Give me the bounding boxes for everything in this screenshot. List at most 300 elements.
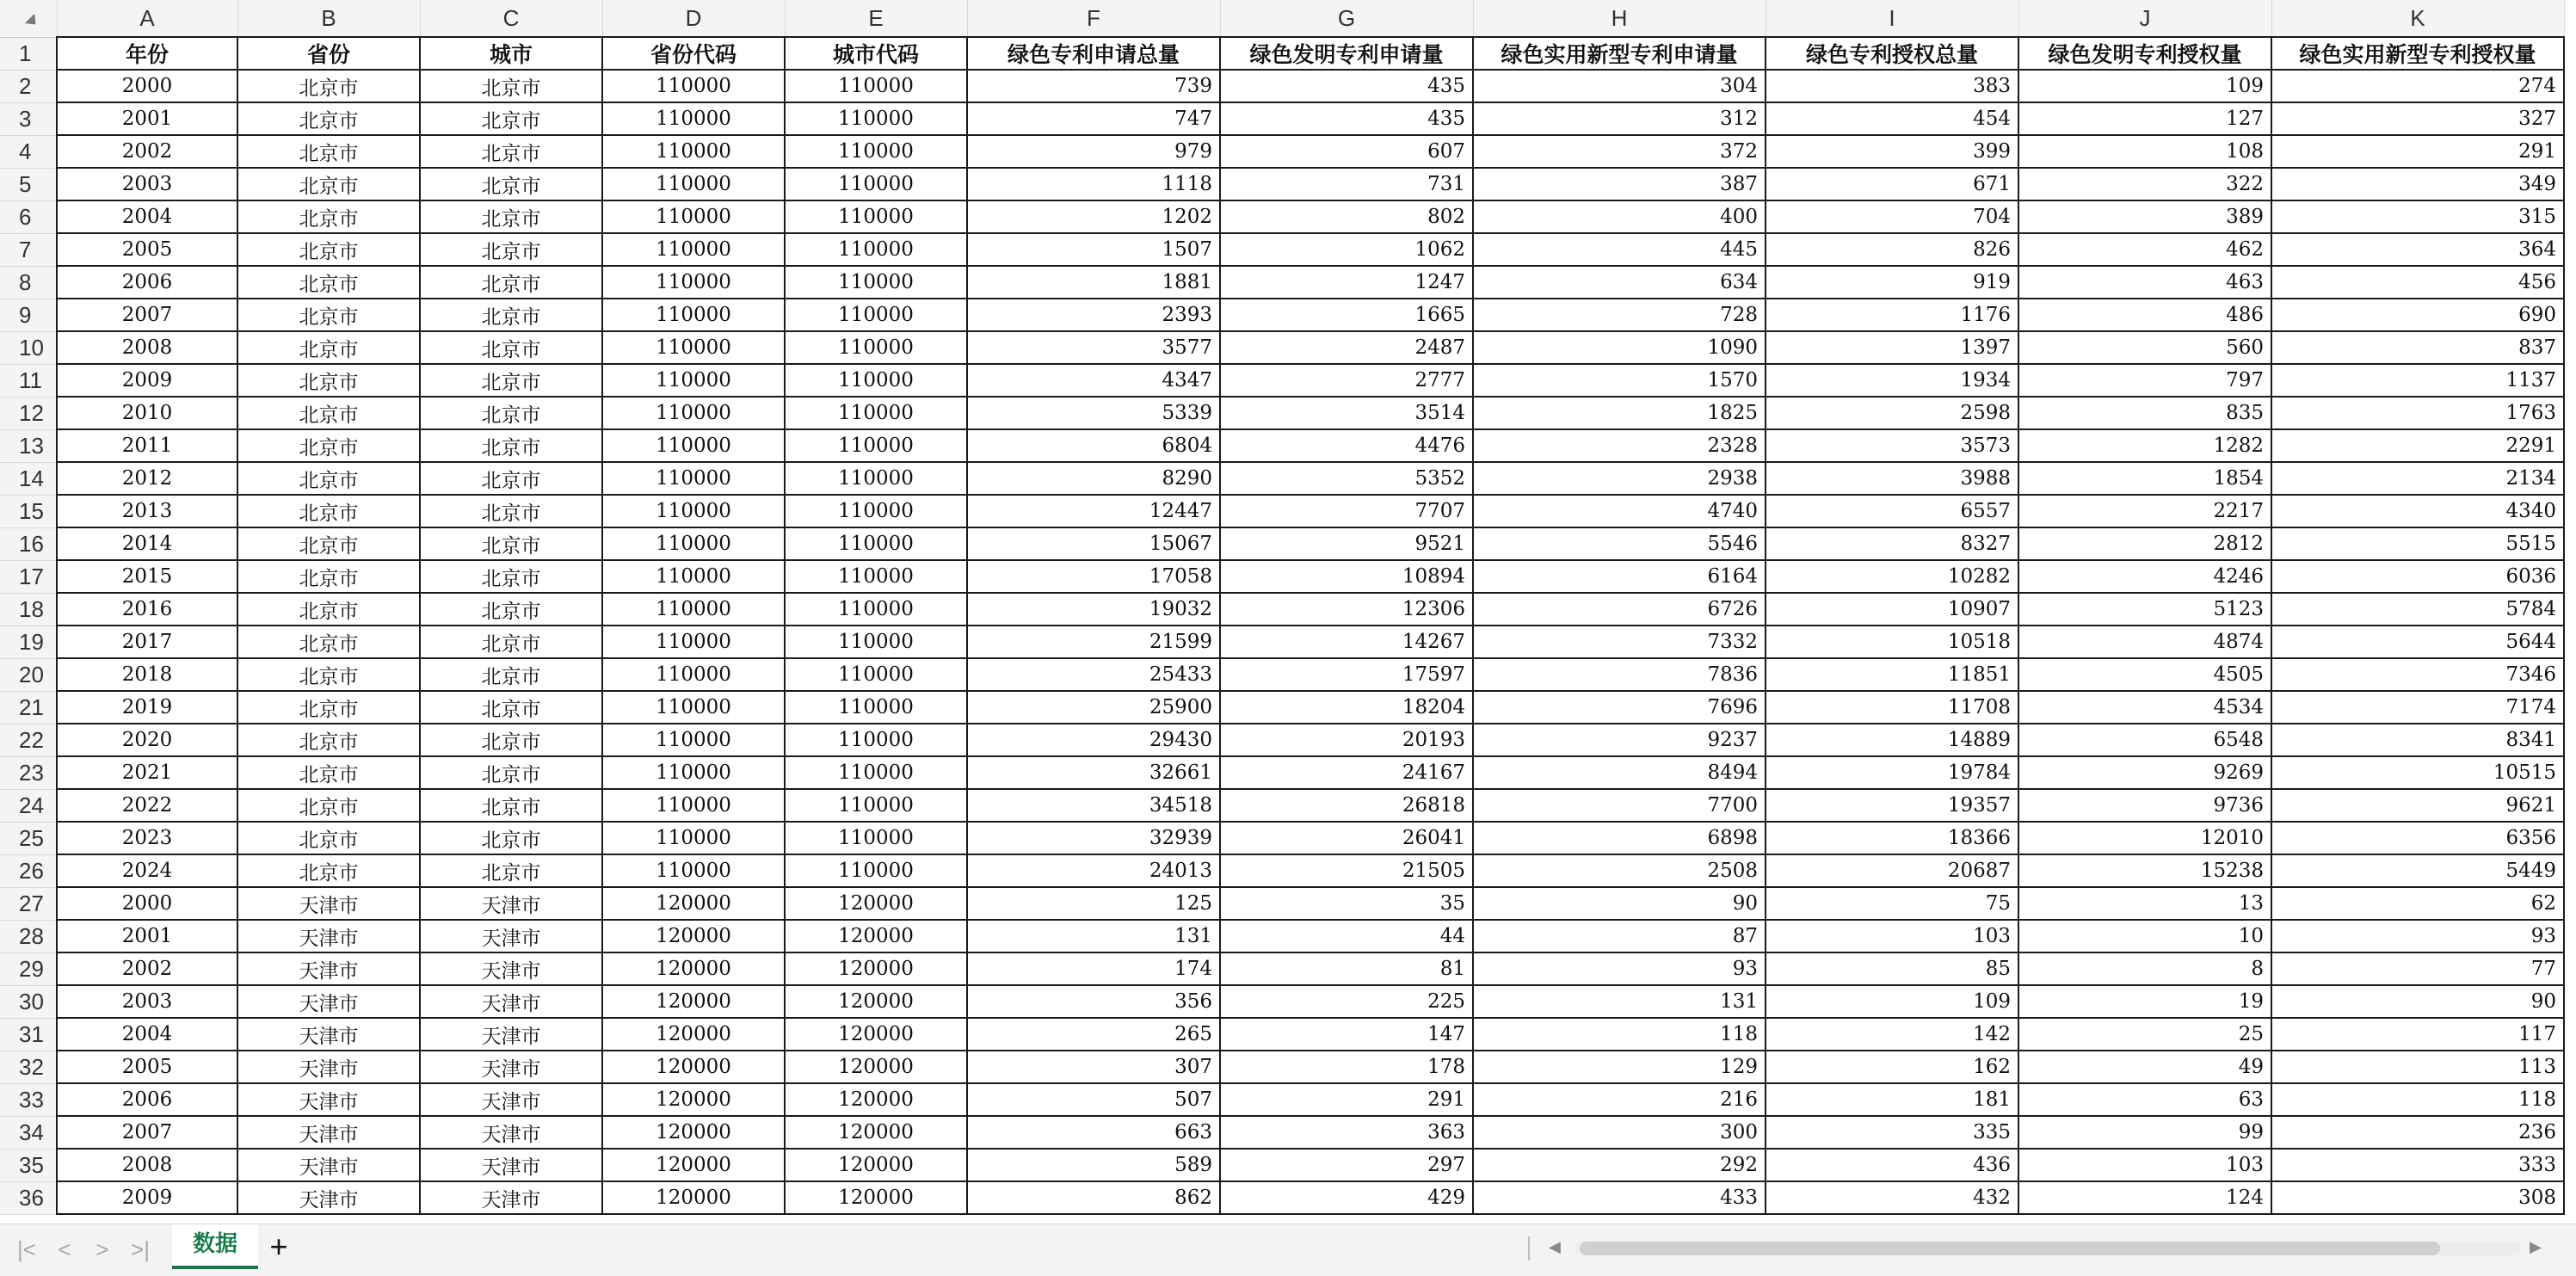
cell[interactable]: 6036 [2271,560,2564,593]
cell[interactable]: 5123 [2018,593,2271,626]
cell[interactable]: 北京市 [237,560,420,593]
cell[interactable]: 2005 [57,1051,237,1083]
cell[interactable]: 21599 [967,626,1220,658]
cell[interactable]: 120000 [602,1018,785,1051]
cell[interactable]: 110000 [602,364,785,397]
cell[interactable]: 10 [2018,920,2271,952]
row-header[interactable]: 23 [0,756,57,789]
cell[interactable]: 北京市 [420,854,602,887]
cell[interactable]: 21505 [1220,854,1473,887]
cell[interactable]: 18366 [1766,822,2018,854]
cell[interactable]: 天津市 [420,1181,602,1214]
cell[interactable]: 300 [1473,1116,1766,1149]
cell[interactable]: 2000 [57,887,237,920]
column-header-h[interactable]: H [1473,0,1766,37]
cell[interactable]: 2002 [57,135,237,168]
cell[interactable]: 29430 [967,724,1220,756]
cell[interactable]: 120000 [785,1083,967,1116]
cell[interactable]: 8494 [1473,756,1766,789]
row-header[interactable]: 22 [0,724,57,756]
cell[interactable]: 142 [1766,1018,2018,1051]
cell[interactable]: 1825 [1473,397,1766,429]
cell[interactable]: 19784 [1766,756,2018,789]
cell[interactable]: 124 [2018,1181,2271,1214]
cell[interactable]: 120000 [602,887,785,920]
cell[interactable]: 739 [967,70,1220,102]
cell[interactable]: 110000 [602,626,785,658]
cell[interactable]: 2002 [57,952,237,985]
cell[interactable]: 372 [1473,135,1766,168]
cell[interactable]: 天津市 [420,1018,602,1051]
cell[interactable]: 2022 [57,789,237,822]
row-header[interactable]: 29 [0,952,57,985]
next-sheet-icon[interactable]: > [96,1236,109,1262]
cell[interactable]: 120000 [602,1149,785,1181]
cell[interactable]: 15067 [967,527,1220,560]
row-header[interactable]: 15 [0,495,57,527]
cell[interactable]: 120000 [785,1116,967,1149]
cell[interactable]: 110000 [602,299,785,331]
cell[interactable]: 110000 [785,822,967,854]
scrollbar-divider[interactable] [1528,1236,1530,1261]
cell[interactable]: 天津市 [237,920,420,952]
cell[interactable]: 4347 [967,364,1220,397]
cell[interactable]: 北京市 [420,593,602,626]
cell[interactable]: 北京市 [420,756,602,789]
cell[interactable]: 81 [1220,952,1473,985]
cell[interactable]: 120000 [785,952,967,985]
cell[interactable]: 110000 [602,789,785,822]
horizontal-scrollbar-thumb[interactable] [1580,1242,2440,1255]
cell[interactable]: 天津市 [420,985,602,1018]
cell[interactable]: 北京市 [237,233,420,266]
cell[interactable]: 1507 [967,233,1220,266]
cell[interactable]: 1137 [2271,364,2564,397]
cell[interactable]: 87 [1473,920,1766,952]
cell[interactable]: 110000 [602,527,785,560]
cell[interactable]: 北京市 [420,266,602,299]
cell[interactable]: 9736 [2018,789,2271,822]
row-header[interactable]: 4 [0,135,57,168]
cell[interactable]: 7700 [1473,789,1766,822]
cell[interactable]: 北京市 [237,299,420,331]
cell[interactable]: 292 [1473,1149,1766,1181]
cell[interactable]: 天津市 [237,1149,420,1181]
cell[interactable]: 181 [1766,1083,2018,1116]
cell[interactable]: 2006 [57,1083,237,1116]
cell[interactable]: 天津市 [237,952,420,985]
cell[interactable]: 174 [967,952,1220,985]
cell[interactable]: 北京市 [420,168,602,200]
cell[interactable]: 5515 [2271,527,2564,560]
cell[interactable]: 90 [1473,887,1766,920]
cell[interactable]: 2006 [57,266,237,299]
cell[interactable]: 12306 [1220,593,1473,626]
cell[interactable]: 802 [1220,200,1473,233]
column-header-a[interactable]: A [57,0,237,37]
cell[interactable]: 12010 [2018,822,2271,854]
cell[interactable]: 2017 [57,626,237,658]
row-header[interactable]: 12 [0,397,57,429]
cell[interactable]: 120000 [785,920,967,952]
cell[interactable]: 26818 [1220,789,1473,822]
cell[interactable]: 12447 [967,495,1220,527]
cell[interactable]: 433 [1473,1181,1766,1214]
cell[interactable]: 10282 [1766,560,2018,593]
row-header[interactable]: 10 [0,331,57,364]
cell[interactable]: 2024 [57,854,237,887]
cell[interactable]: 110000 [785,168,967,200]
cell[interactable]: 304 [1473,70,1766,102]
cell[interactable]: 120000 [785,985,967,1018]
cell[interactable]: 5449 [2271,854,2564,887]
cell[interactable]: 6726 [1473,593,1766,626]
cell[interactable]: 1570 [1473,364,1766,397]
cell[interactable]: 5784 [2271,593,2564,626]
cell[interactable]: 1247 [1220,266,1473,299]
cell[interactable]: 113 [2271,1051,2564,1083]
cell[interactable]: 456 [2271,266,2564,299]
cell[interactable]: 2023 [57,822,237,854]
cell[interactable]: 110000 [602,429,785,462]
cell[interactable]: 110000 [602,266,785,299]
row-header[interactable]: 25 [0,822,57,854]
cell[interactable]: 178 [1220,1051,1473,1083]
row-header[interactable]: 30 [0,985,57,1018]
last-sheet-icon[interactable]: >| [131,1236,150,1262]
cell[interactable]: 117 [2271,1018,2564,1051]
header-cell[interactable]: 省份 [237,37,420,70]
cell[interactable]: 2487 [1220,331,1473,364]
cell[interactable]: 7174 [2271,691,2564,724]
cell[interactable]: 19357 [1766,789,2018,822]
cell[interactable]: 2009 [57,1181,237,1214]
cell[interactable]: 62 [2271,887,2564,920]
cell[interactable]: 2019 [57,691,237,724]
cell[interactable]: 北京市 [237,168,420,200]
cell[interactable]: 北京市 [420,658,602,691]
cell[interactable]: 15238 [2018,854,2271,887]
cell[interactable]: 北京市 [420,822,602,854]
cell[interactable]: 979 [967,135,1220,168]
cell[interactable]: 北京市 [237,135,420,168]
cell[interactable]: 10518 [1766,626,2018,658]
cell[interactable]: 110000 [785,593,967,626]
cell[interactable]: 454 [1766,102,2018,135]
cell[interactable]: 9621 [2271,789,2564,822]
row-header[interactable]: 33 [0,1083,57,1116]
cell[interactable]: 312 [1473,102,1766,135]
cell[interactable]: 5339 [967,397,1220,429]
cell[interactable]: 99 [2018,1116,2271,1149]
cell[interactable]: 110000 [785,691,967,724]
cell[interactable]: 110000 [785,266,967,299]
cell[interactable]: 北京市 [420,70,602,102]
cell[interactable]: 663 [967,1116,1220,1149]
cell[interactable]: 1062 [1220,233,1473,266]
cell[interactable]: 826 [1766,233,2018,266]
row-header[interactable]: 34 [0,1116,57,1149]
cell[interactable]: 110000 [785,854,967,887]
cell[interactable]: 18204 [1220,691,1473,724]
scroll-left-arrow-icon[interactable]: ◀ [1549,1238,1561,1255]
cell[interactable]: 463 [2018,266,2271,299]
cell[interactable]: 110000 [785,331,967,364]
cell[interactable]: 2007 [57,1116,237,1149]
cell[interactable]: 2393 [967,299,1220,331]
cell[interactable]: 2012 [57,462,237,495]
cell[interactable]: 389 [2018,200,2271,233]
cell[interactable]: 728 [1473,299,1766,331]
cell[interactable]: 110000 [785,495,967,527]
cell[interactable]: 120000 [602,1051,785,1083]
cell[interactable]: 1118 [967,168,1220,200]
header-cell[interactable]: 年份 [57,37,237,70]
cell[interactable]: 862 [967,1181,1220,1214]
row-header[interactable]: 27 [0,887,57,920]
cell[interactable]: 11851 [1766,658,2018,691]
cell[interactable]: 109 [2018,70,2271,102]
cell[interactable]: 118 [1473,1018,1766,1051]
header-cell[interactable]: 绿色实用新型专利申请量 [1473,37,1766,70]
cell[interactable]: 7836 [1473,658,1766,691]
first-sheet-icon[interactable]: |< [17,1236,36,1262]
horizontal-scrollbar[interactable] [1575,1242,2521,1255]
cell[interactable]: 6557 [1766,495,2018,527]
cell[interactable]: 110000 [785,626,967,658]
cell[interactable]: 天津市 [420,952,602,985]
cell[interactable]: 25433 [967,658,1220,691]
cell[interactable]: 天津市 [237,1051,420,1083]
cell[interactable]: 9521 [1220,527,1473,560]
column-header-j[interactable]: J [2018,0,2271,37]
cell[interactable]: 19 [2018,985,2271,1018]
cell[interactable]: 1934 [1766,364,2018,397]
cell[interactable]: 北京市 [237,495,420,527]
cell[interactable]: 北京市 [237,691,420,724]
cell[interactable]: 435 [1220,70,1473,102]
cell[interactable]: 93 [1473,952,1766,985]
header-cell[interactable]: 城市代码 [785,37,967,70]
add-sheet-button[interactable]: + [269,1229,288,1264]
column-header-i[interactable]: I [1766,0,2018,37]
row-header[interactable]: 35 [0,1149,57,1181]
cell[interactable]: 120000 [785,887,967,920]
cell[interactable]: 110000 [785,397,967,429]
cell[interactable]: 北京市 [237,364,420,397]
row-header[interactable]: 16 [0,527,57,560]
header-cell[interactable]: 城市 [420,37,602,70]
cell[interactable]: 131 [1473,985,1766,1018]
cell[interactable]: 110000 [602,724,785,756]
cell[interactable]: 131 [967,920,1220,952]
cell[interactable]: 北京市 [237,854,420,887]
cell[interactable]: 110000 [602,822,785,854]
cell[interactable]: 2328 [1473,429,1766,462]
cell[interactable]: 8290 [967,462,1220,495]
cell[interactable]: 2021 [57,756,237,789]
cell[interactable]: 110000 [602,462,785,495]
cell[interactable]: 127 [2018,102,2271,135]
cell[interactable]: 北京市 [420,102,602,135]
cell[interactable]: 90 [2271,985,2564,1018]
cell[interactable]: 5352 [1220,462,1473,495]
cell[interactable]: 北京市 [237,789,420,822]
cell[interactable]: 2508 [1473,854,1766,887]
row-header[interactable]: 26 [0,854,57,887]
row-header[interactable]: 9 [0,299,57,331]
cell[interactable]: 634 [1473,266,1766,299]
cell[interactable]: 110000 [785,135,967,168]
cell[interactable]: 110000 [602,135,785,168]
row-header[interactable]: 20 [0,658,57,691]
cell[interactable]: 25 [2018,1018,2271,1051]
cell[interactable]: 17058 [967,560,1220,593]
cell[interactable]: 4505 [2018,658,2271,691]
cell[interactable]: 9269 [2018,756,2271,789]
column-header-d[interactable]: D [602,0,785,37]
cell[interactable]: 北京市 [237,626,420,658]
cell[interactable]: 8341 [2271,724,2564,756]
cell[interactable]: 北京市 [420,397,602,429]
cell[interactable]: 507 [967,1083,1220,1116]
cell[interactable]: 49 [2018,1051,2271,1083]
cell[interactable]: 835 [2018,397,2271,429]
cell[interactable]: 2007 [57,299,237,331]
cell[interactable]: 北京市 [237,756,420,789]
header-cell[interactable]: 绿色发明专利申请量 [1220,37,1473,70]
cell[interactable]: 1202 [967,200,1220,233]
cell[interactable]: 110000 [602,691,785,724]
column-header-k[interactable]: K [2271,0,2564,37]
cell[interactable]: 11708 [1766,691,2018,724]
cell[interactable]: 120000 [602,920,785,952]
cell[interactable]: 3514 [1220,397,1473,429]
cell[interactable]: 120000 [602,1083,785,1116]
cell[interactable]: 北京市 [237,102,420,135]
cell[interactable]: 1854 [2018,462,2271,495]
column-header-f[interactable]: F [967,0,1220,37]
cell[interactable]: 4340 [2271,495,2564,527]
cell[interactable]: 天津市 [420,1051,602,1083]
cell[interactable]: 110000 [785,756,967,789]
cell[interactable]: 110000 [785,724,967,756]
header-cell[interactable]: 绿色专利授权总量 [1766,37,2018,70]
cell[interactable]: 10907 [1766,593,2018,626]
row-header[interactable]: 21 [0,691,57,724]
cell[interactable]: 天津市 [237,1083,420,1116]
cell[interactable]: 1881 [967,266,1220,299]
cell[interactable]: 7696 [1473,691,1766,724]
cell[interactable]: 9237 [1473,724,1766,756]
cell[interactable]: 120000 [785,1018,967,1051]
cell[interactable]: 天津市 [237,887,420,920]
cell[interactable]: 747 [967,102,1220,135]
cell[interactable]: 110000 [602,658,785,691]
cell[interactable]: 北京市 [420,364,602,397]
cell[interactable]: 2217 [2018,495,2271,527]
prev-sheet-icon[interactable]: < [58,1236,71,1262]
cell[interactable]: 110000 [785,789,967,822]
cell[interactable]: 天津市 [420,887,602,920]
header-cell[interactable]: 绿色专利申请总量 [967,37,1220,70]
cell[interactable]: 93 [2271,920,2564,952]
cell[interactable]: 109 [1766,985,2018,1018]
cell[interactable]: 429 [1220,1181,1473,1214]
cell[interactable]: 110000 [602,560,785,593]
cell[interactable]: 110000 [785,102,967,135]
cell[interactable]: 110000 [785,527,967,560]
cell[interactable]: 2598 [1766,397,2018,429]
cell[interactable]: 19032 [967,593,1220,626]
cell[interactable]: 333 [2271,1149,2564,1181]
cell[interactable]: 2001 [57,102,237,135]
cell[interactable]: 147 [1220,1018,1473,1051]
cell[interactable]: 690 [2271,299,2564,331]
cell[interactable]: 1763 [2271,397,2564,429]
cell[interactable]: 110000 [602,593,785,626]
cell[interactable]: 2004 [57,1018,237,1051]
cell[interactable]: 北京市 [420,626,602,658]
cell[interactable]: 671 [1766,168,2018,200]
cell[interactable]: 110000 [785,658,967,691]
cell[interactable]: 4246 [2018,560,2271,593]
cell[interactable]: 北京市 [237,822,420,854]
cell[interactable]: 399 [1766,135,2018,168]
cell[interactable]: 291 [1220,1083,1473,1116]
row-header[interactable]: 8 [0,266,57,299]
cell[interactable]: 6804 [967,429,1220,462]
cell[interactable]: 7346 [2271,658,2564,691]
cell[interactable]: 6548 [2018,724,2271,756]
sheet-tab-data[interactable]: 数据 [172,1224,258,1269]
cell[interactable]: 110000 [785,70,967,102]
cell[interactable]: 7332 [1473,626,1766,658]
cell[interactable]: 110000 [602,331,785,364]
cell[interactable]: 364 [2271,233,2564,266]
cell[interactable]: 24013 [967,854,1220,887]
cell[interactable]: 216 [1473,1083,1766,1116]
cell[interactable]: 2005 [57,233,237,266]
cell[interactable]: 1282 [2018,429,2271,462]
cell[interactable]: 20687 [1766,854,2018,887]
cell[interactable]: 797 [2018,364,2271,397]
cell[interactable]: 北京市 [237,658,420,691]
cell[interactable]: 2003 [57,168,237,200]
cell[interactable]: 北京市 [420,200,602,233]
cell[interactable]: 2015 [57,560,237,593]
row-header[interactable]: 18 [0,593,57,626]
cell[interactable]: 462 [2018,233,2271,266]
cell[interactable]: 2018 [57,658,237,691]
cell[interactable]: 162 [1766,1051,2018,1083]
cell[interactable]: 120000 [602,1181,785,1214]
cell[interactable]: 2000 [57,70,237,102]
cell[interactable]: 75 [1766,887,2018,920]
cell[interactable]: 2001 [57,920,237,952]
cell[interactable]: 383 [1766,70,2018,102]
cell[interactable]: 2013 [57,495,237,527]
cell[interactable]: 3577 [967,331,1220,364]
cell[interactable]: 110000 [785,200,967,233]
cell[interactable]: 2938 [1473,462,1766,495]
cell[interactable]: 432 [1766,1181,2018,1214]
cell[interactable]: 天津市 [420,1149,602,1181]
row-header[interactable]: 14 [0,462,57,495]
cell[interactable]: 4874 [2018,626,2271,658]
cell[interactable]: 6164 [1473,560,1766,593]
cell[interactable]: 北京市 [420,299,602,331]
